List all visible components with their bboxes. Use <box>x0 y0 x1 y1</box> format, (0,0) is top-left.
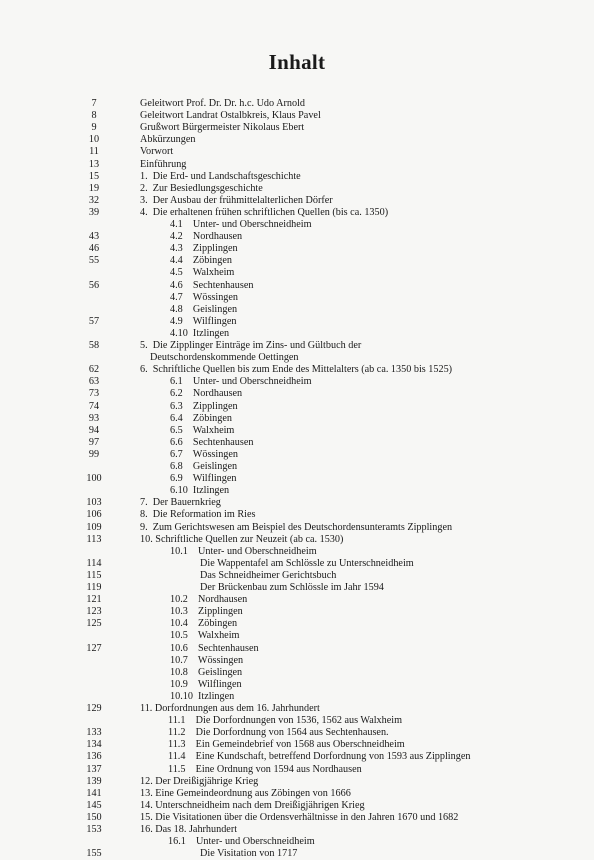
toc-entry-title: 13. Eine Gemeindeordnung aus Zöbingen von 1666 <box>140 787 351 799</box>
toc-entry-title: 12. Der Dreißigjährige Krieg <box>140 775 259 787</box>
toc-entry <box>0 448 594 461</box>
toc-page-number: 155 <box>86 848 102 860</box>
toc-page-number: 15 <box>88 170 100 182</box>
toc-entry <box>0 629 594 642</box>
page-title: Inhalt <box>268 50 326 74</box>
toc-entry <box>0 436 594 449</box>
toc-entry <box>0 496 594 509</box>
toc-entry <box>0 617 594 630</box>
toc-entry-title: Vorwort <box>140 146 174 158</box>
toc-page-number: 46 <box>88 243 100 255</box>
toc-page-number: 9 <box>91 122 97 134</box>
toc-entry <box>0 593 594 606</box>
toc-entry <box>0 121 594 134</box>
toc-entry-title: Geleitwort Landrat Ostalbkreis, Klaus Pavel <box>140 110 321 122</box>
toc-page-number: 115 <box>86 569 102 581</box>
toc-entry <box>0 158 594 171</box>
toc-entry-title: 5. Die Zipplinger Einträge im Zins- und Gültbuch der <box>140 340 362 351</box>
toc-page-number: 10 <box>88 134 100 146</box>
toc-entry <box>0 315 594 328</box>
toc-entry <box>0 206 594 219</box>
toc-entry-title: 10.8 Geislingen <box>170 666 243 678</box>
toc-entry-title: 4.10 Itzlingen <box>170 327 230 339</box>
toc-page-number: 134 <box>86 739 102 751</box>
toc-entry-title: 9. Zum Gerichtswesen am Beispiel des Deutschordensunteramts Zipplingen <box>140 521 453 533</box>
toc-entry <box>0 363 594 376</box>
toc-page-number: 150 <box>86 811 102 823</box>
toc-page-number: 153 <box>86 824 102 835</box>
toc-entry-title: 6.7 Wössingen <box>170 448 239 460</box>
toc-entry-title: Geleitwort Prof. Dr. Dr. h.c. Udo Arnold <box>140 98 305 109</box>
toc-entry <box>0 557 594 570</box>
toc-entry <box>0 339 594 352</box>
toc-page-number: 97 <box>88 436 100 448</box>
toc-entry-title: 10.7 Wössingen <box>170 654 244 666</box>
toc-page-number: 73 <box>88 388 100 400</box>
toc-entry-title: 11.5 Eine Ordnung von 1594 aus Nordhausen <box>168 763 362 775</box>
toc-entry <box>0 291 594 304</box>
toc-entry <box>0 97 594 110</box>
toc-entry-title: 15. Die Visitationen über die Ordensverhältnisse in den Jahren 1670 und 1682 <box>140 811 459 823</box>
toc-page-number: 93 <box>88 412 100 424</box>
toc-page-number: 106 <box>86 509 102 521</box>
toc-entry-title: Das Schneidheimer Gerichtsbuch <box>200 569 337 581</box>
toc-page-number: 133 <box>86 727 102 739</box>
toc-entry <box>0 642 594 655</box>
toc-entry <box>0 279 594 292</box>
toc-entry-title: 10.9 Wilflingen <box>170 678 242 690</box>
toc-entry <box>0 726 594 739</box>
toc-entry-title: 16.1 Unter- und Oberschneidheim <box>168 836 315 848</box>
toc-entry-title: 16. Das 18. Jahrhundert <box>140 824 238 835</box>
toc-page-number: 145 <box>86 799 102 811</box>
toc-entry <box>0 133 594 146</box>
toc-entry-title: 4.4 Zöbingen <box>170 255 232 267</box>
toc-entry <box>0 412 594 425</box>
toc-page-number: 11 <box>89 146 99 158</box>
toc-page-number: 100 <box>86 473 102 485</box>
toc-page-number: 137 <box>86 763 102 775</box>
toc-entry-title: 6.3 Zipplingen <box>170 400 238 412</box>
toc-entry-title: 10.10 Itzlingen <box>170 690 235 702</box>
toc-page-number: 19 <box>88 182 100 194</box>
toc-page-number: 141 <box>86 787 102 799</box>
toc-entry <box>0 182 594 195</box>
toc-entry <box>0 545 594 558</box>
toc-entry <box>0 170 594 183</box>
toc-entry <box>0 835 594 848</box>
toc-entry-title: 6.2 Nordhausen <box>170 388 243 400</box>
toc-page-number: 56 <box>88 279 100 291</box>
toc-entry-title: 10.2 Nordhausen <box>170 594 248 606</box>
toc-entry-title: 10.4 Zöbingen <box>170 618 238 630</box>
toc-entry-title: Grußwort Bürgermeister Nikolaus Ebert <box>140 122 305 134</box>
toc-page-number: 119 <box>86 582 102 593</box>
toc-page-number: 39 <box>88 206 100 218</box>
toc-entry <box>0 508 594 521</box>
toc-entry-title: 8. Die Reformation im Ries <box>140 509 256 521</box>
toc-entry <box>0 387 594 400</box>
toc-page-number: 8 <box>91 110 97 122</box>
toc-entry <box>0 521 594 534</box>
toc-entry-title: 4.2 Nordhausen <box>170 231 243 243</box>
toc-entry-title: 6.6 Sechtenhausen <box>170 436 254 448</box>
toc-entry <box>0 484 594 497</box>
toc-entry <box>0 702 594 715</box>
toc-entry <box>0 654 594 667</box>
toc-entry <box>0 351 594 364</box>
toc-entry-title: 10.3 Zipplingen <box>170 606 243 618</box>
toc-page-number: 58 <box>88 340 100 351</box>
toc-entry-title: 4.9 Wilflingen <box>170 315 237 327</box>
toc-page-number: 114 <box>86 557 102 569</box>
toc-entry <box>0 375 594 388</box>
toc-page-number: 123 <box>86 606 102 618</box>
toc-entry <box>0 145 594 158</box>
toc-entry-title: 4.6 Sechtenhausen <box>170 279 254 291</box>
toc-entry-title: 6.4 Zöbingen <box>170 412 232 424</box>
toc-entry-title: 4.3 Zipplingen <box>170 243 238 255</box>
toc-entry-title: 6.10 Itzlingen <box>170 485 230 497</box>
toc-entry-title: 10.6 Sechtenhausen <box>170 642 259 654</box>
toc-entry <box>0 847 594 860</box>
toc-entry-title: Einführung <box>140 158 187 170</box>
toc-entry <box>0 400 594 413</box>
toc-entry <box>0 303 594 316</box>
toc-entry-title: 6.8 Geislingen <box>170 461 238 472</box>
toc-entry <box>0 472 594 485</box>
toc-entry-title: 11.3 Ein Gemeindebrief von 1568 aus Oberschneidheim <box>168 739 405 751</box>
toc-page-number: 43 <box>88 231 100 243</box>
toc-entry-title: Die Visitation von 1717 <box>200 848 298 860</box>
toc-entry-title: 11.1 Die Dorfordnungen von 1536, 1562 aus Walxheim <box>168 715 403 727</box>
toc-entry <box>0 666 594 679</box>
toc-entry-title: Die Wappentafel am Schlössle zu Unterschneidheim <box>200 557 414 569</box>
toc-page-number: 99 <box>88 448 100 460</box>
toc-entry <box>0 690 594 703</box>
toc-entry-title: 11.2 Die Dorfordnung von 1564 aus Sechtenhausen. <box>168 727 389 739</box>
toc-entry <box>0 569 594 582</box>
toc-entry <box>0 738 594 751</box>
toc-page-number: 74 <box>88 400 100 412</box>
toc-entry <box>0 254 594 267</box>
toc-entry <box>0 242 594 255</box>
toc-entry-title: 4. Die erhaltenen frühen schriftlichen Quellen (bis ca. 1350) <box>140 206 389 218</box>
toc-entry-title: 2. Zur Besiedlungsgeschichte <box>140 182 263 194</box>
toc-entry <box>0 811 594 824</box>
toc-page-number: 129 <box>86 703 102 714</box>
toc-page-number: 125 <box>86 618 102 630</box>
toc-entry <box>0 799 594 812</box>
toc-page-number: 113 <box>86 533 102 545</box>
toc-page-number: 13 <box>88 158 100 170</box>
toc-entry <box>0 823 594 836</box>
toc-entry-title: 6.1 Unter- und Oberschneidheim <box>170 376 312 388</box>
toc-entry-title: Abkürzungen <box>140 134 196 146</box>
toc-entry-title: 1. Die Erd- und Landschaftsgeschichte <box>140 170 301 182</box>
toc-page-number: 63 <box>88 376 100 388</box>
toc-entry-title: Der Brückenbau zum Schlössle im Jahr 1594 <box>200 582 384 593</box>
toc-entry-title: 10.1 Unter- und Oberschneidheim <box>170 545 317 557</box>
toc-page-number: 57 <box>88 315 100 327</box>
toc-entry <box>0 581 594 594</box>
toc-entry <box>0 605 594 618</box>
toc-entry-title: 7. Der Bauernkrieg <box>140 497 221 509</box>
toc-entry <box>0 109 594 122</box>
toc-entry-title: 11. Dorfordnungen aus dem 16. Jahrhundert <box>140 703 320 714</box>
toc-entry <box>0 327 594 340</box>
toc-entry-title: 6.9 Wilflingen <box>170 473 237 485</box>
toc-entry <box>0 775 594 788</box>
toc-entry <box>0 678 594 691</box>
toc-entry <box>0 750 594 763</box>
toc-entry <box>0 230 594 243</box>
toc-entry-title: 4.7 Wössingen <box>170 291 239 303</box>
toc-entry-title: 3. Der Ausbau der frühmittelalterlichen Dörfer <box>140 194 333 206</box>
toc-page-number: 32 <box>88 194 100 206</box>
toc-entry-title: 6. Schriftliche Quellen bis zum Ende des Mittelalters (ab ca. 1350 bis 1525) <box>140 364 453 376</box>
toc-entry <box>0 787 594 800</box>
toc-page-number: 136 <box>86 751 102 763</box>
toc-entry <box>0 266 594 279</box>
toc-entry-title: Deutschordenskommende Oettingen <box>150 352 299 364</box>
toc-entry <box>0 460 594 473</box>
toc-entry-title: 10. Schriftliche Quellen zur Neuzeit (ab ca. 1530) <box>140 533 344 545</box>
toc-entry <box>0 763 594 776</box>
toc-page-number: 62 <box>88 364 100 376</box>
toc-entry-title: 4.1 Unter- und Oberschneidheim <box>170 219 312 230</box>
toc-entry-title: 4.5 Walxheim <box>170 267 235 279</box>
toc-entry <box>0 424 594 437</box>
toc-entry-title: 11.4 Eine Kundschaft, betreffend Dorfordnung von 1593 aus Zipplingen <box>168 751 471 763</box>
toc-entry <box>0 533 594 546</box>
toc-entry <box>0 194 594 207</box>
toc-page-number: 109 <box>86 521 102 533</box>
toc-entry-title: 6.5 Walxheim <box>170 424 235 436</box>
toc-entry <box>0 218 594 231</box>
toc-entry <box>0 714 594 727</box>
toc-page-number: 121 <box>86 594 102 606</box>
toc-entry-title: 10.5 Walxheim <box>170 630 240 642</box>
toc-page-number: 139 <box>86 775 102 787</box>
toc-entry-title: 14. Unterschneidheim nach dem Dreißigjährigen Krieg <box>140 799 365 811</box>
toc-page-number: 127 <box>86 642 102 654</box>
toc-page-number: 103 <box>86 497 102 509</box>
toc-page-number: 55 <box>88 255 100 267</box>
toc-page-number: 7 <box>91 98 97 109</box>
toc-page-number: 94 <box>88 424 100 436</box>
toc-entry-title: 4.8 Geislingen <box>170 303 238 315</box>
